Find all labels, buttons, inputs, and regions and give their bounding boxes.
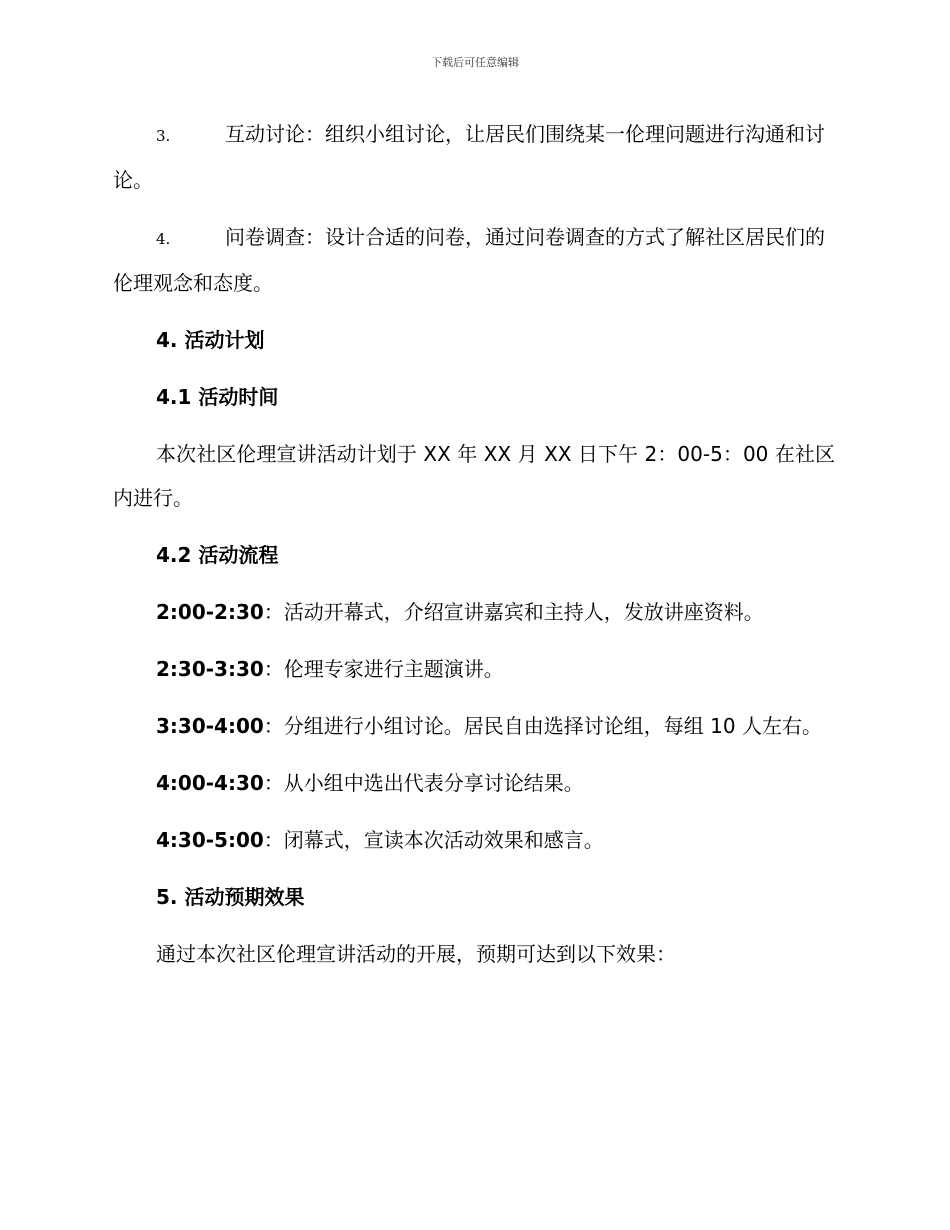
section-heading-expected-effects: 5. 活动预期效果 bbox=[156, 885, 305, 909]
list-item-3 bbox=[113, 112, 835, 202]
schedule-text: ：分组进行小组讨论。居民自由选择讨论组，每组 10 人左右。 bbox=[263, 714, 822, 738]
schedule-text: ：伦理专家进行主题演讲。 bbox=[263, 657, 504, 681]
schedule-item bbox=[113, 590, 835, 634]
schedule-time: 2:30-3:30 bbox=[156, 657, 264, 681]
schedule-item bbox=[113, 761, 835, 805]
schedule-time: 3:30-4:00 bbox=[156, 714, 264, 738]
list-item-text: 互动讨论：组织小组讨论，让居民们围绕某一伦理问题进行沟通和讨论。 bbox=[113, 122, 825, 192]
header-note: 下载后可任意编辑 bbox=[431, 56, 519, 69]
paragraph-expected-effects: 通过本次社区伦理宣讲活动的开展，预期可达到以下效果： bbox=[156, 942, 676, 966]
list-number: 4. bbox=[156, 230, 171, 248]
list-item-4 bbox=[113, 215, 835, 305]
paragraph-activity-time: 本次社区伦理宣讲活动计划于 XX 年 XX 月 XX 日下午 2：00-5：00 在社区内进行。 bbox=[113, 442, 835, 510]
document-body bbox=[113, 112, 835, 989]
schedule-text: ：闭幕式，宣读本次活动效果和感言。 bbox=[263, 828, 604, 852]
schedule-item bbox=[113, 818, 835, 862]
schedule-time: 4:30-5:00 bbox=[156, 828, 264, 852]
schedule-item bbox=[113, 704, 835, 748]
schedule-text: ：从小组中选出代表分享讨论结果。 bbox=[263, 771, 584, 795]
list-item-text: 问卷调查：设计合适的问卷，通过问卷调查的方式了解社区居民们的伦理观念和态度。 bbox=[113, 225, 825, 295]
schedule-text: ：活动开幕式，介绍宣讲嘉宾和主持人，发放讲座资料。 bbox=[263, 600, 764, 624]
schedule-item bbox=[113, 647, 835, 691]
schedule-time: 2:00-2:30 bbox=[156, 600, 264, 624]
subsection-heading-activity-time: 4.1 活动时间 bbox=[156, 385, 279, 409]
list-number: 3. bbox=[156, 127, 171, 145]
subsection-heading-activity-flow: 4.2 活动流程 bbox=[156, 543, 279, 567]
section-heading-activity-plan: 4. 活动计划 bbox=[156, 328, 265, 352]
schedule-time: 4:00-4:30 bbox=[156, 771, 264, 795]
